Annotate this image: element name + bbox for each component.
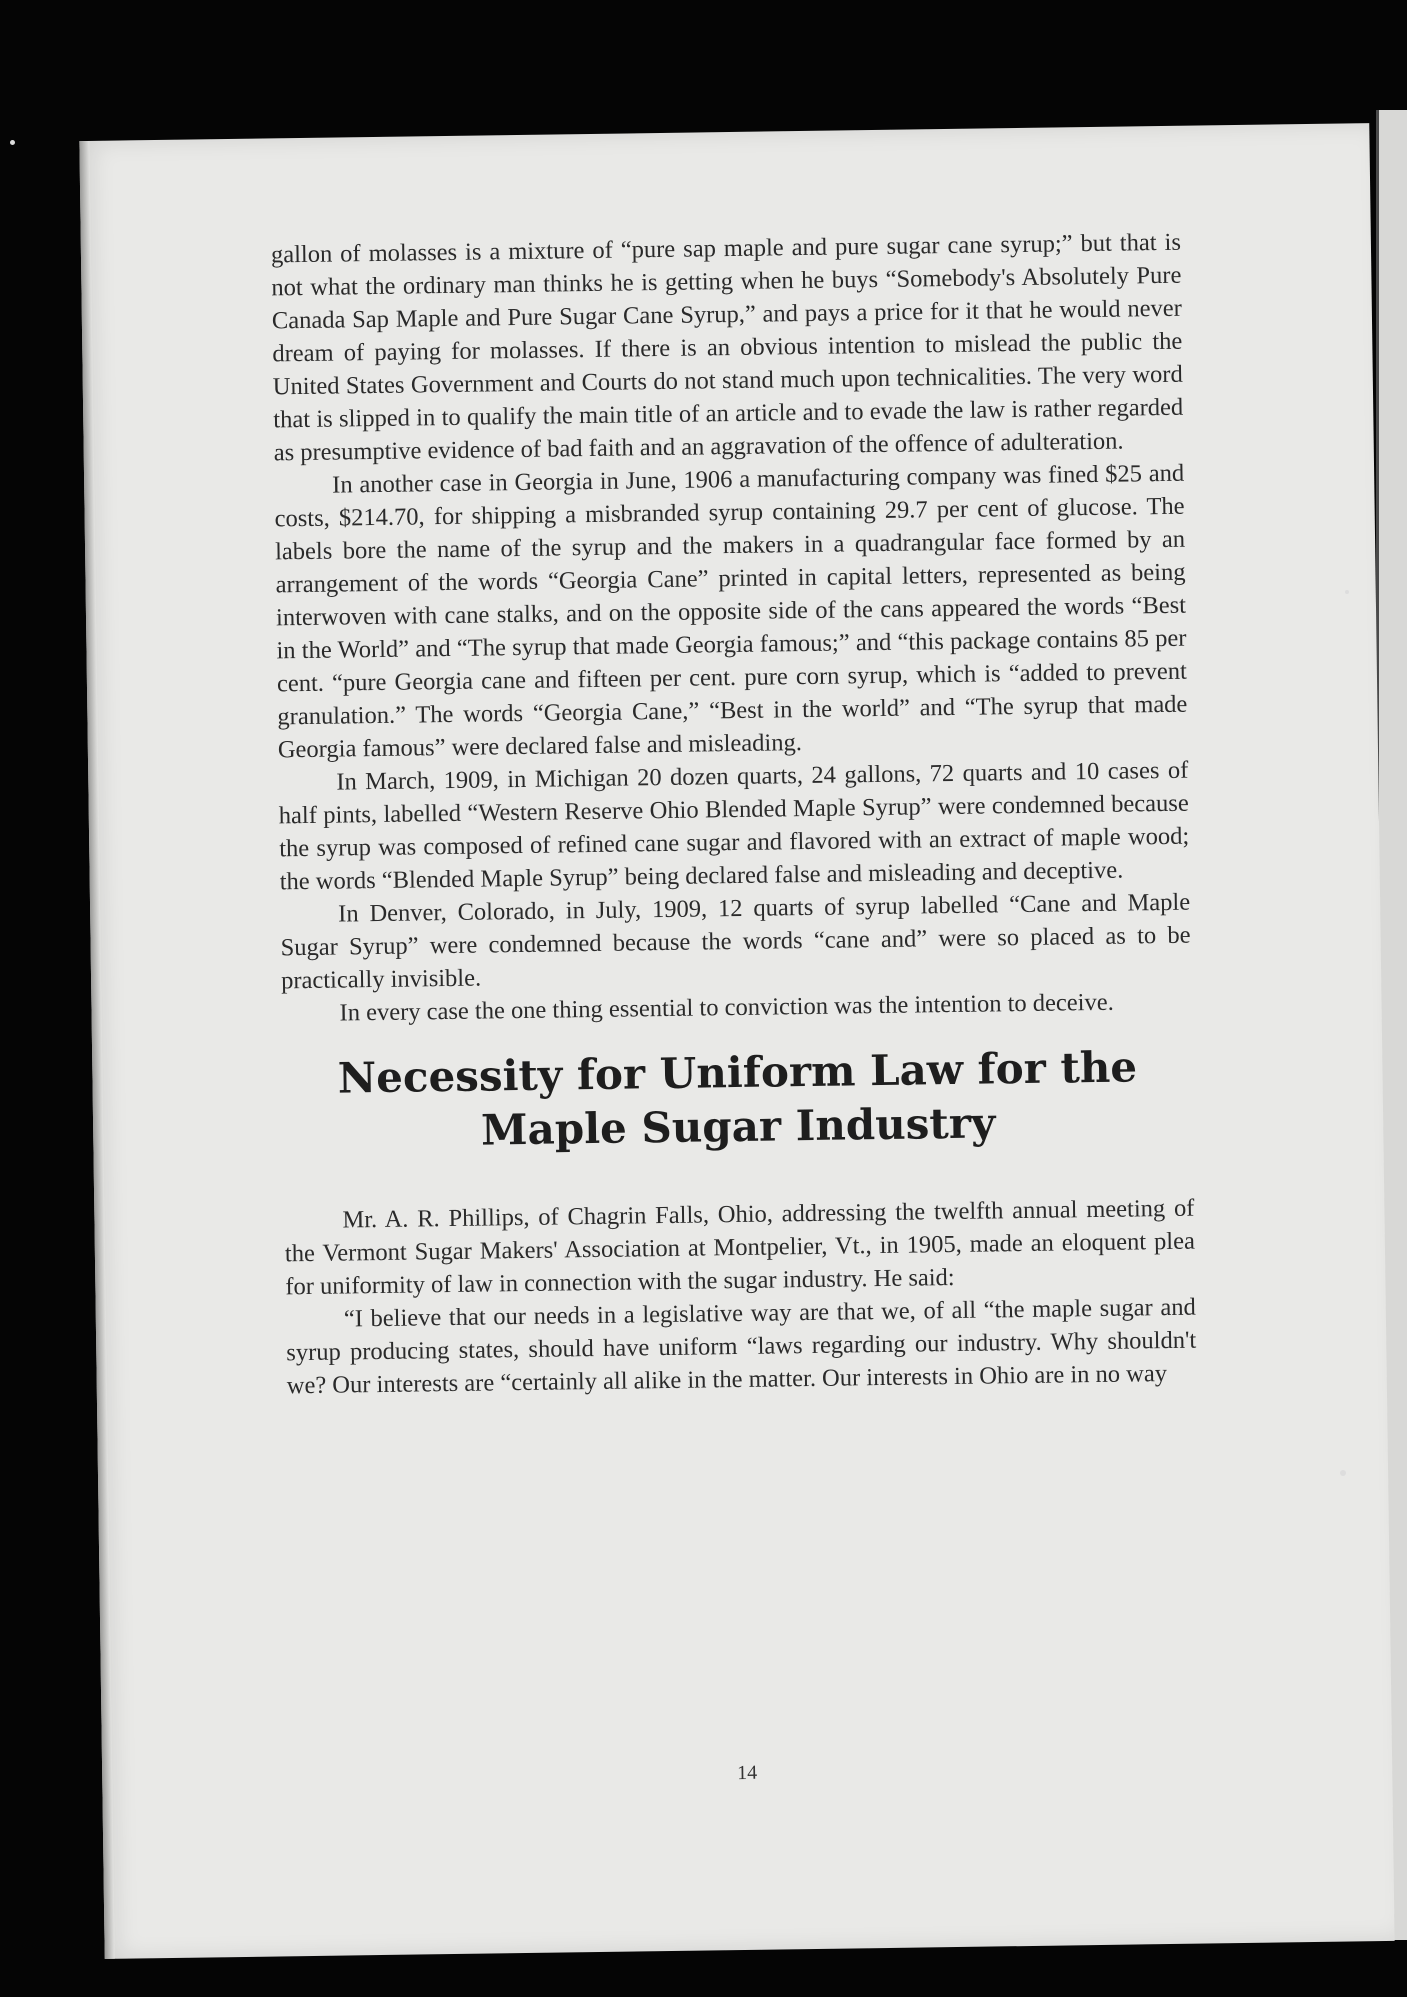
dust-speck: [1340, 1470, 1346, 1476]
dust-speck: [1345, 590, 1349, 594]
paragraph-michigan-case: In March, 1909, in Michigan 20 dozen quarts, 24 gallons, 72 quarts and 10 cases of half pints, labelled “Western Reserve Ohio Blended Maple Syrup” were condemned because the syrup was composed of refined cane sugar and flavored with an extract of maple wood; the words “Blended Maple Syrup” being declared false and misleading and deceptive.: [278, 756, 1190, 896]
paragraph-phillips-quote: “I believe that our needs in a legislative way are that we, of all “the maple sugar and syrup producing states, should have uniform “laws regarding our industry. Why shouldn't we? Our interests are “certainly all alike in the matter. Our interests in Ohio are in no way: [286, 1293, 1197, 1400]
section-heading-line-2: Maple Sugar Industry: [480, 1098, 996, 1155]
paragraph-phillips-intro: Mr. A. R. Phillips, of Chagrin Falls, Ohio, addressing the twelfth annual meeting of the Vermont Sugar Makers' Association at Montpelier, Vt., in 1905, made an eloquent plea for uniformity of law in connection with the sugar industry. He said:: [284, 1194, 1196, 1301]
paragraph-continued: gallon of molasses is a mixture of “pure sap maple and pure sugar cane syrup;” but that is not what the ordinary man thinks he is getting when he buys “Somebody's Absolutely Pure Canada Sap Maple and Pure Sugar Cane Syrup,” and pays a price for it that he would never dream of paying for molasses. If there is an obvious intention to mislead the public the United States Government and Courts do not stand much upon technicalities. The very word that is slipped in to qualify the main title of an article and to evade the law is rather regarded as presumptive evidence of bad faith and an aggravation of the offence of adulteration.: [270, 228, 1184, 467]
section-heading-line-1: Necessity for Uniform Law for the: [337, 1042, 1138, 1103]
dust-speck: [10, 140, 15, 145]
paragraph-denver-case: In Denver, Colorado, in July, 1909, 12 quarts of syrup labelled “Cane and Maple Sugar Syrup” were condemned because the words “cane and” were so placed as to be practically invisible.: [280, 888, 1191, 995]
paragraph-intention: In every case the one thing essential to conviction was the intention to deceive.: [339, 988, 1114, 1027]
paragraph-georgia-case: In another case in Georgia in June, 1906 a manufacturing company was fined $25 and costs, $214.70, for shipping a misbranded syrup containing 29.7 per cent of glucose. The labels bore the name of the syrup and the makers in a quadrangular face formed by an arrangement of the words “Georgia Cane” printed in capital letters, represented as being interwoven with cane stalks, and on the opposite side of the cans appeared the words “Best in the World” and “The syrup that made Georgia famous;” and “this package contains 85 per cent. “pure Georgia cane and fifteen per cent. pure corn syrup, which is “added to prevent granulation.” The words “Georgia Cane,” “Best in the world” and “The syrup that made Georgia famous” were declared false and misleading.: [274, 459, 1188, 764]
page-body: [271, 226, 1197, 1403]
page-number: 14: [737, 1761, 758, 1785]
section-heading: [282, 1040, 1193, 1161]
book-page: [79, 123, 1394, 1959]
